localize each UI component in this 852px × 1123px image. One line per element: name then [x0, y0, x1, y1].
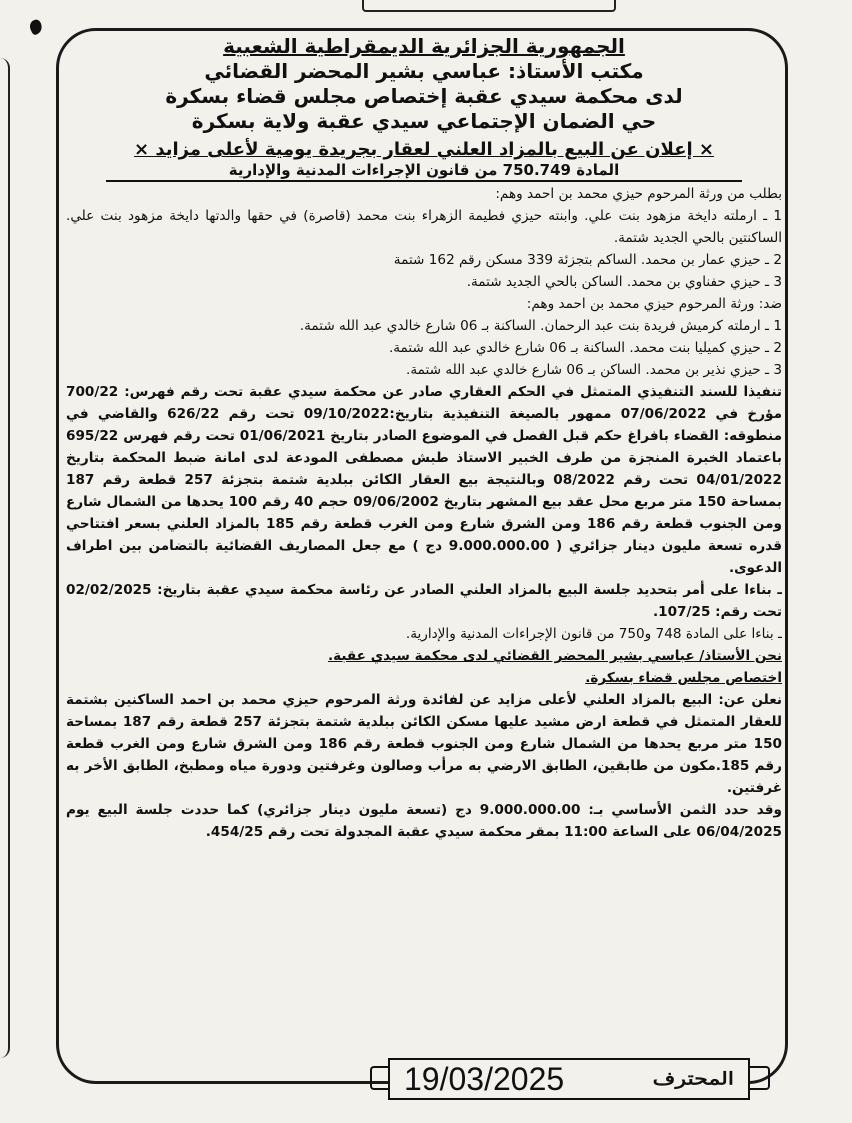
ink-blot — [28, 18, 45, 36]
footer-right-bracket — [750, 1066, 770, 1090]
previous-article-box-edge — [362, 0, 616, 12]
order-paragraph: ـ بناءا على أمر بتحديد جلسة البيع بالمزاد العلني الصادر عن رئاسة محكمة سيدي عقبة بتاريخ: 02/02/2025 تحت رقم: 107/25. — [66, 582, 782, 620]
adjacent-column-rule — [0, 58, 10, 1058]
defendant-3: 3 ـ حيزي نذير بن محمد. الساكن بـ 06 شارع خالدي عبد الله شتمة. — [406, 362, 782, 378]
sale-announcement: نعلن عن: البيع بالمزاد العلني لأعلى مزايد عن لفائدة ورثة المرحوم حيزي محمد بن احمد الساكنين بشتمة للعقار المتمثل في قطعة ارض مشيد عليها مسكن الكائن ببلدية شتمة بتجزئة 257 قطعة رقم 187 بمساحة 150 متر مربع يحدها من الشمال شارع ومن الجنوب قطعة رقم 186 ومن الشرق شارع ومن الغرب قطعة رقم 185.مكون من طابقين، الطابق الارضي به مرأب وصالون وغرفتين ودورة مياه ومطبخ، الطابق الأخر به غرفتين. — [66, 692, 782, 796]
bailiff-statement: نحن الأستاذ/ عباسي بشير المحضر القضائي لدى محكمة سيدي عقبة. — [327, 648, 782, 664]
newspaper-logo: المحترف — [652, 1068, 734, 1090]
publication-footer — [388, 1058, 750, 1100]
announcement-title: × إعلان عن البيع بالمزاد العلني لعقار بجريدة يومية لأعلى مزايد × — [133, 139, 715, 160]
price-and-session: وقد حدد الثمن الأساسي بـ: 9.000.000.00 دج (تسعة مليون دينار جزائري) كما حددت جلسة البيع يوم 06/04/2025 على الساعة 11:00 بمقر محكمة سيدي عقبة المجدولة تحت رقم 454/25. — [66, 802, 782, 840]
notice-body — [66, 183, 782, 843]
defendant-2: 2 ـ حيزي كميليا بنت محمد. الساكنة بـ 06 شارع خالدي عبد الله شتمة. — [388, 340, 782, 356]
plaintiffs-intro: بطلب من ورثة المرحوم حيزي محمد بن احمد وهم: — [495, 186, 782, 202]
plaintiff-1: 1 ـ ارملته دايخة مزهود بنت علي. وابنته حيزي فطيمة الزهراء بنت محمد (قاصرة) في حقها والدتها دايخة مزهود بنت علي. الساكنتين بالحي الجديد شتمة. — [66, 208, 782, 246]
judgment-paragraph: تنفيذا للسند التنفيذي المتمثل في الحكم العقاري صادر عن محكمة سيدي عقبة تحت رقم فهرس: 700/22 مؤرخ في 07/06/2022 ممهور بالصيغة التنفيذية بتاريخ:09/10/2022 تحت رقم 626/22 والقاضي في منطوقه: القضاء بافراغ حكم قبل الفصل في الموضوع الصادر بتاريخ 01/06/2021 تحت رقم فهرس 695/22 باعتماد الخبرة المنجزة من طرف الخبير الاستاذ طبش مصطفى المودعة لدى امانة ضبط المحكمة بتاريخ 04/01/2022 تحت رقم 08/2022 وبالنتيجة بيع العقار الكائن ببلدية شتمة بتجزئة 257 قطعة رقم 187 بمساحة 150 متر مربع محل عقد بيع المشهر بتاريخ 09/06/2002 حجم 40 رقم 100 يحدها من الشمال شارع ومن الجنوب قطعة رقم 186 ومن الشرق شارع ومن الغرب قطعة رقم 185 بالمزاد العلني بسعر افتتاحي قدره تسعة مليون دينار جزائري ( 9.000.000.00 دج ) مع جعل المصاريف القضائية بالتضامن بين اطراف الدعوى. — [66, 384, 782, 576]
bailiff-office: مكتب الأستاذ: عباسي بشير المحضر القضائي — [204, 59, 644, 83]
plaintiff-3: 3 ـ حيزي حفناوي بن محمد. الساكن بالحي الجديد شتمة. — [466, 274, 782, 290]
articles-paragraph: ـ بناءا على المادة 748 و750 من قانون الإجراءات المدنية والإدارية. — [405, 626, 782, 642]
defendants-intro: ضد: ورثة المرحوم حيزي محمد بن احمد وهم: — [526, 296, 782, 312]
defendant-1: 1 ـ ارملته كرميش فريدة بنت عبد الرحمان. الساكنة بـ 06 شارع خالدي عبد الله شتمة. — [299, 318, 782, 334]
publication-date: 19/03/2025 — [404, 1060, 565, 1097]
office-address: حي الضمان الإجتماعي سيدي عقبة ولاية بسكرة — [191, 109, 657, 133]
notice-content — [66, 34, 782, 1054]
legal-article-reference: المادة 750.749 من قانون الإجراءات المدنية والإدارية — [106, 161, 742, 182]
republic-title: الجمهورية الجزائرية الديمقراطية الشعبية — [223, 34, 625, 58]
court-name: لدى محكمة سيدي عقبة إختصاص مجلس قضاء بسكرة — [165, 84, 683, 108]
jurisdiction-statement: اختصاص مجلس قضاء بسكرة. — [585, 670, 782, 686]
footer-left-bracket — [370, 1066, 390, 1090]
plaintiff-2: 2 ـ حيزي عمار بن محمد. الساكم بتجزئة 339 مسكن رقم 162 شتمة — [393, 252, 782, 268]
